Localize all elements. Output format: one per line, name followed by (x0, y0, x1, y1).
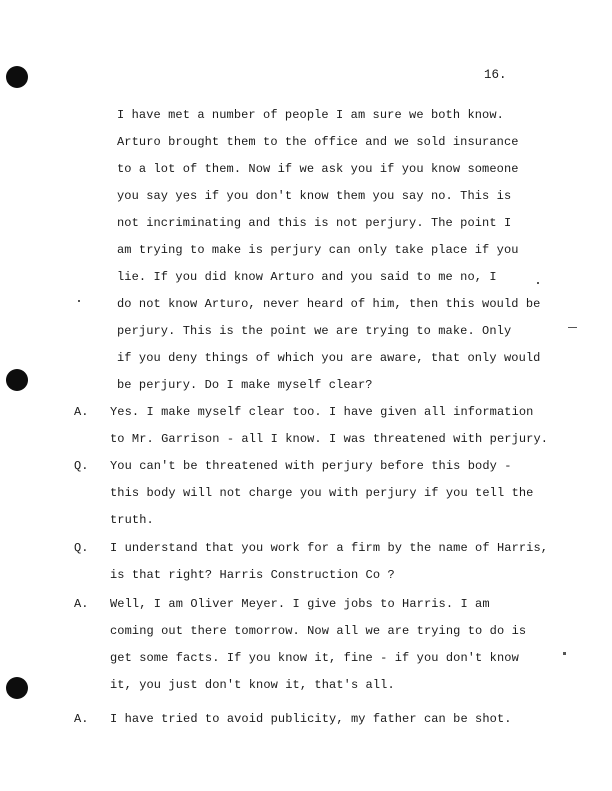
text-line: Arturo brought them to the office and we sold insurance (117, 135, 519, 149)
speaker-label: A. (74, 712, 89, 726)
scan-speck (78, 300, 80, 302)
text-line: truth. (110, 513, 154, 527)
punch-hole-middle (6, 369, 28, 391)
text-line: to a lot of them. Now if we ask you if you know someone (117, 162, 519, 176)
text-line: do not know Arturo, never heard of him, then this would be (117, 297, 541, 311)
text-line: Well, I am Oliver Meyer. I give jobs to Harris. I am (110, 597, 490, 611)
speaker-label: Q. (74, 459, 89, 473)
text-line: not incriminating and this is not perjury. The point I (117, 216, 512, 230)
text-line: I have met a number of people I am sure we both know. (117, 108, 504, 122)
scan-speck (563, 652, 566, 655)
scan-speck (568, 327, 577, 328)
text-line: to Mr. Garrison - all I know. I was threatened with perjury. (110, 432, 549, 446)
text-line: Yes. I make myself clear too. I have given all information (110, 405, 534, 419)
punch-hole-bottom (6, 677, 28, 699)
text-line: be perjury. Do I make myself clear? (117, 378, 373, 392)
text-line: I have tried to avoid publicity, my father can be shot. (110, 712, 512, 726)
text-line: if you deny things of which you are aware, that only would (117, 351, 541, 365)
text-line: it, you just don't know it, that's all. (110, 678, 395, 692)
text-line: this body will not charge you with perjury if you tell the (110, 486, 534, 500)
text-line: I understand that you work for a firm by the name of Harris, (110, 541, 549, 555)
scan-speck (537, 282, 539, 284)
page-number: 16. (484, 68, 507, 82)
speaker-label: A. (74, 405, 89, 419)
text-line: coming out there tomorrow. Now all we are trying to do is (110, 624, 527, 638)
text-line: you say yes if you don't know them you say no. This is (117, 189, 512, 203)
text-line: get some facts. If you know it, fine - if you don't know (110, 651, 519, 665)
text-line: is that right? Harris Construction Co ? (110, 568, 395, 582)
punch-hole-top (6, 66, 28, 88)
text-line: am trying to make is perjury can only take place if you (117, 243, 519, 257)
text-line: You can't be threatened with perjury before this body - (110, 459, 512, 473)
text-line: lie. If you did know Arturo and you said to me no, I (117, 270, 497, 284)
speaker-label: Q. (74, 541, 89, 555)
text-line: perjury. This is the point we are trying to make. Only (117, 324, 512, 338)
speaker-label: A. (74, 597, 89, 611)
